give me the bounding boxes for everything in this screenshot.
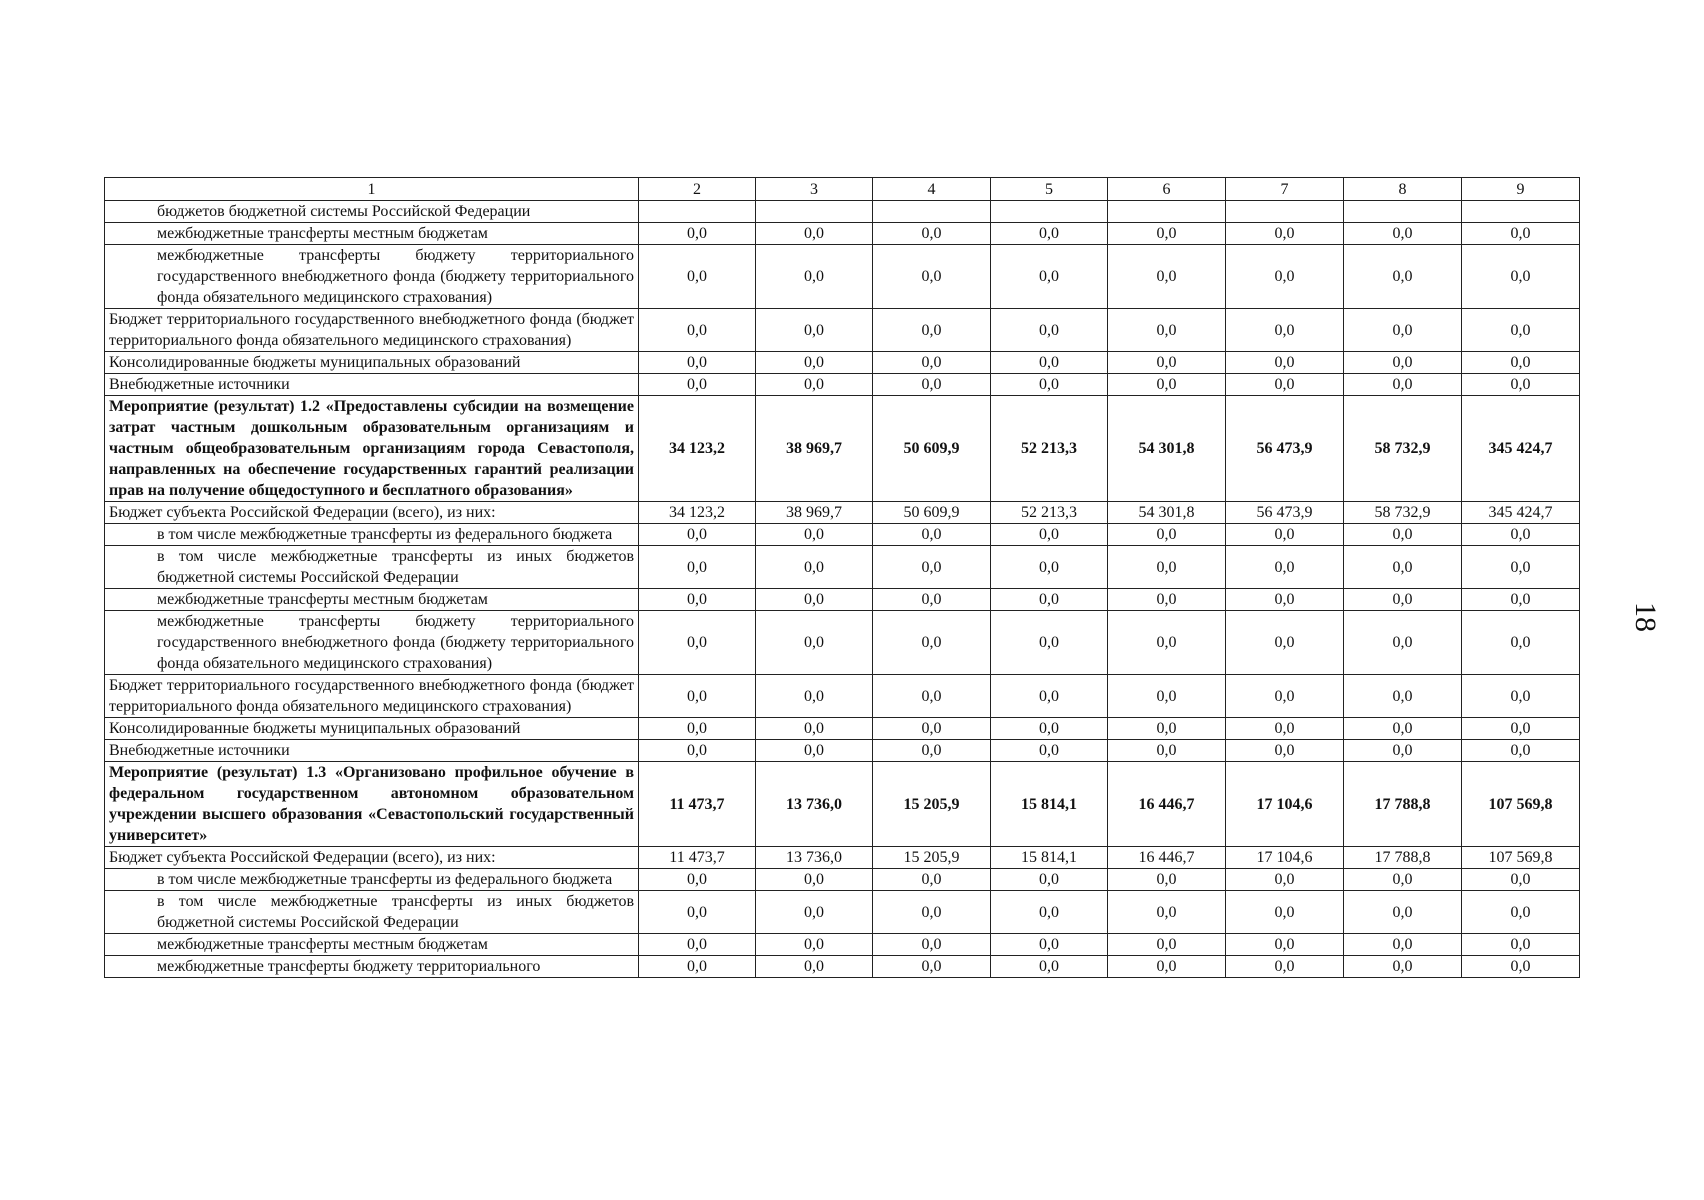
row-label: межбюджетные трансферты местным бюджетам: [105, 223, 639, 245]
value-cell: 0,0: [1226, 524, 1344, 546]
value-cell: 17 788,8: [1344, 762, 1462, 847]
value-cell: 0,0: [1108, 891, 1226, 934]
value-cell: 13 736,0: [756, 847, 873, 869]
table-row: [105, 589, 1580, 611]
value-cell: 0,0: [1108, 223, 1226, 245]
row-label: бюджетов бюджетной системы Российской Федерации: [105, 201, 639, 223]
value-cell: 0,0: [1226, 546, 1344, 589]
value-cell: 0,0: [639, 589, 756, 611]
value-cell: 0,0: [1344, 589, 1462, 611]
value-cell: 0,0: [1226, 740, 1344, 762]
value-cell: 17 104,6: [1226, 762, 1344, 847]
value-cell: 0,0: [639, 611, 756, 675]
header-cell: 4: [873, 178, 991, 201]
header-cell: 8: [1344, 178, 1462, 201]
table-row: [105, 611, 1580, 675]
value-cell: 0,0: [639, 352, 756, 374]
value-cell: 0,0: [1344, 524, 1462, 546]
value-cell: 0,0: [1226, 956, 1344, 978]
value-cell: 0,0: [756, 869, 873, 891]
value-cell: 0,0: [1344, 309, 1462, 352]
value-cell: 0,0: [873, 589, 991, 611]
value-cell: 0,0: [991, 934, 1108, 956]
value-cell: 52 213,3: [991, 502, 1108, 524]
value-cell: 0,0: [1344, 223, 1462, 245]
value-cell: 0,0: [1108, 352, 1226, 374]
value-cell: 0,0: [1344, 891, 1462, 934]
value-cell: 345 424,7: [1462, 502, 1580, 524]
value-cell: 0,0: [1462, 589, 1580, 611]
value-cell: 0,0: [639, 869, 756, 891]
value-cell: 0,0: [1344, 675, 1462, 718]
value-cell: 0,0: [873, 546, 991, 589]
value-cell: 0,0: [1462, 718, 1580, 740]
value-cell: 0,0: [1462, 675, 1580, 718]
header-cell: 2: [639, 178, 756, 201]
value-cell: 0,0: [1226, 309, 1344, 352]
table-row: [105, 201, 1580, 223]
value-cell: 0,0: [756, 524, 873, 546]
value-cell: 0,0: [756, 223, 873, 245]
value-cell: 0,0: [756, 740, 873, 762]
value-cell: 0,0: [873, 956, 991, 978]
table-row: [105, 869, 1580, 891]
table-row: [105, 762, 1580, 847]
value-cell: 0,0: [1462, 611, 1580, 675]
table-row: [105, 223, 1580, 245]
value-cell: 0,0: [1108, 611, 1226, 675]
value-cell: 0,0: [1226, 223, 1344, 245]
value-cell: 0,0: [639, 309, 756, 352]
value-cell: [991, 201, 1108, 223]
value-cell: 58 732,9: [1344, 502, 1462, 524]
value-cell: 15 205,9: [873, 762, 991, 847]
table-row: [105, 675, 1580, 718]
value-cell: 0,0: [1462, 934, 1580, 956]
header-cell: 3: [756, 178, 873, 201]
value-cell: 0,0: [1108, 546, 1226, 589]
value-cell: 16 446,7: [1108, 847, 1226, 869]
row-label: в том числе межбюджетные трансферты из федерального бюджета: [105, 524, 639, 546]
row-label: Бюджет субъекта Российской Федерации (всего), из них:: [105, 502, 639, 524]
value-cell: 0,0: [756, 374, 873, 396]
value-cell: 0,0: [873, 934, 991, 956]
row-label: межбюджетные трансферты местным бюджетам: [105, 934, 639, 956]
value-cell: 0,0: [873, 869, 991, 891]
value-cell: 56 473,9: [1226, 396, 1344, 502]
header-row: [105, 178, 1580, 201]
value-cell: 0,0: [991, 956, 1108, 978]
value-cell: 0,0: [756, 718, 873, 740]
value-cell: 11 473,7: [639, 847, 756, 869]
value-cell: 38 969,7: [756, 396, 873, 502]
value-cell: 0,0: [991, 589, 1108, 611]
value-cell: 0,0: [1226, 675, 1344, 718]
value-cell: 0,0: [1226, 718, 1344, 740]
value-cell: 0,0: [1462, 956, 1580, 978]
value-cell: 0,0: [1344, 611, 1462, 675]
value-cell: 0,0: [756, 611, 873, 675]
value-cell: 0,0: [991, 611, 1108, 675]
table-row: [105, 740, 1580, 762]
table-row: [105, 847, 1580, 869]
value-cell: 56 473,9: [1226, 502, 1344, 524]
value-cell: 0,0: [1462, 223, 1580, 245]
value-cell: 0,0: [756, 546, 873, 589]
row-label: в том числе межбюджетные трансферты из иных бюджетов бюджетной системы Российской Федерации: [105, 891, 639, 934]
value-cell: 0,0: [1226, 589, 1344, 611]
value-cell: 0,0: [639, 374, 756, 396]
table-row: [105, 374, 1580, 396]
value-cell: 0,0: [873, 245, 991, 309]
value-cell: 0,0: [873, 352, 991, 374]
row-label: межбюджетные трансферты местным бюджетам: [105, 589, 639, 611]
row-label: Бюджет территориального государственного внебюджетного фонда (бюджет территориального фонда обязательного медицинского страхования): [105, 675, 639, 718]
value-cell: 0,0: [1344, 956, 1462, 978]
value-cell: 0,0: [991, 740, 1108, 762]
value-cell: 0,0: [1108, 245, 1226, 309]
value-cell: 38 969,7: [756, 502, 873, 524]
value-cell: 0,0: [873, 740, 991, 762]
value-cell: 0,0: [873, 223, 991, 245]
value-cell: 0,0: [1226, 374, 1344, 396]
value-cell: 0,0: [991, 374, 1108, 396]
value-cell: 0,0: [1108, 740, 1226, 762]
value-cell: 0,0: [756, 309, 873, 352]
table-row: [105, 934, 1580, 956]
budget-table: [104, 177, 1580, 978]
value-cell: 0,0: [639, 718, 756, 740]
table-row: [105, 956, 1580, 978]
value-cell: 0,0: [756, 589, 873, 611]
row-label: Консолидированные бюджеты муниципальных образований: [105, 352, 639, 374]
value-cell: 0,0: [756, 891, 873, 934]
table-row: [105, 396, 1580, 502]
value-cell: 0,0: [756, 675, 873, 718]
value-cell: 0,0: [1462, 869, 1580, 891]
value-cell: [1226, 201, 1344, 223]
value-cell: 0,0: [1108, 374, 1226, 396]
value-cell: 15 205,9: [873, 847, 991, 869]
value-cell: 0,0: [1462, 546, 1580, 589]
value-cell: 0,0: [1226, 869, 1344, 891]
value-cell: 15 814,1: [991, 847, 1108, 869]
value-cell: 52 213,3: [991, 396, 1108, 502]
value-cell: 0,0: [639, 245, 756, 309]
value-cell: [639, 201, 756, 223]
value-cell: 0,0: [1108, 524, 1226, 546]
header-cell: 5: [991, 178, 1108, 201]
value-cell: 0,0: [991, 309, 1108, 352]
value-cell: 34 123,2: [639, 502, 756, 524]
value-cell: 345 424,7: [1462, 396, 1580, 502]
value-cell: 34 123,2: [639, 396, 756, 502]
table-row: [105, 245, 1580, 309]
value-cell: 0,0: [756, 352, 873, 374]
row-label: Внебюджетные источники: [105, 374, 639, 396]
page-number: 18: [1629, 602, 1662, 632]
table-row: [105, 718, 1580, 740]
value-cell: 0,0: [991, 352, 1108, 374]
value-cell: 0,0: [639, 934, 756, 956]
row-label: Мероприятие (результат) 1.3 «Организовано профильное обучение в федеральном государственном автономном образовательном учреждении высшего образования «Севастопольский государственный университет»: [105, 762, 639, 847]
value-cell: 17 104,6: [1226, 847, 1344, 869]
value-cell: 0,0: [756, 956, 873, 978]
value-cell: 0,0: [873, 611, 991, 675]
value-cell: 13 736,0: [756, 762, 873, 847]
value-cell: 0,0: [1462, 245, 1580, 309]
value-cell: 0,0: [1462, 740, 1580, 762]
table-row: [105, 546, 1580, 589]
value-cell: 0,0: [1226, 934, 1344, 956]
value-cell: 15 814,1: [991, 762, 1108, 847]
header-cell: 9: [1462, 178, 1580, 201]
value-cell: 0,0: [1108, 934, 1226, 956]
row-label: в том числе межбюджетные трансферты из иных бюджетов бюджетной системы Российской Федерации: [105, 546, 639, 589]
value-cell: 0,0: [1344, 546, 1462, 589]
value-cell: 0,0: [639, 546, 756, 589]
value-cell: 0,0: [1462, 352, 1580, 374]
table-row: [105, 891, 1580, 934]
value-cell: 0,0: [1344, 718, 1462, 740]
value-cell: [1344, 201, 1462, 223]
value-cell: 0,0: [991, 675, 1108, 718]
value-cell: 0,0: [1462, 891, 1580, 934]
value-cell: 0,0: [1226, 611, 1344, 675]
value-cell: 54 301,8: [1108, 502, 1226, 524]
value-cell: 0,0: [873, 524, 991, 546]
value-cell: 0,0: [639, 223, 756, 245]
value-cell: 0,0: [639, 740, 756, 762]
value-cell: 0,0: [991, 223, 1108, 245]
value-cell: 107 569,8: [1462, 847, 1580, 869]
value-cell: 0,0: [756, 245, 873, 309]
table-body: [105, 178, 1580, 978]
header-cell: 6: [1108, 178, 1226, 201]
value-cell: 0,0: [991, 546, 1108, 589]
row-label: Внебюджетные источники: [105, 740, 639, 762]
value-cell: 0,0: [1462, 309, 1580, 352]
value-cell: 16 446,7: [1108, 762, 1226, 847]
row-label: межбюджетные трансферты бюджету территориального государственного внебюджетного фонда (бюджету территориального фонда обязательного медицинского страхования): [105, 611, 639, 675]
value-cell: [756, 201, 873, 223]
value-cell: 0,0: [1108, 718, 1226, 740]
value-cell: [873, 201, 991, 223]
value-cell: 0,0: [1344, 374, 1462, 396]
value-cell: 0,0: [991, 718, 1108, 740]
value-cell: 0,0: [873, 675, 991, 718]
value-cell: 0,0: [991, 245, 1108, 309]
table-row: [105, 502, 1580, 524]
value-cell: 0,0: [1462, 374, 1580, 396]
value-cell: 0,0: [1344, 245, 1462, 309]
row-label: межбюджетные трансферты бюджету территориального: [105, 956, 639, 978]
value-cell: 0,0: [1344, 934, 1462, 956]
row-label: Бюджет субъекта Российской Федерации (всего), из них:: [105, 847, 639, 869]
row-label: Мероприятие (результат) 1.2 «Предоставлены субсидии на возмещение затрат частным дошкольным образовательным организациям и частным общеобразовательным организациям города Севастополя, направленных на обеспечение государственных гарантий реализации прав на получение общедоступного и бесплатного образования»: [105, 396, 639, 502]
row-label: межбюджетные трансферты бюджету территориального государственного внебюджетного фонда (бюджету территориального фонда обязательного медицинского страхования): [105, 245, 639, 309]
value-cell: 0,0: [873, 718, 991, 740]
value-cell: 0,0: [1226, 245, 1344, 309]
table-row: [105, 524, 1580, 546]
header-cell: 1: [105, 178, 639, 201]
value-cell: 0,0: [1108, 589, 1226, 611]
value-cell: 0,0: [991, 869, 1108, 891]
value-cell: 0,0: [1108, 309, 1226, 352]
value-cell: 17 788,8: [1344, 847, 1462, 869]
value-cell: 0,0: [1226, 891, 1344, 934]
row-label: Консолидированные бюджеты муниципальных образований: [105, 718, 639, 740]
value-cell: 107 569,8: [1462, 762, 1580, 847]
table-row: [105, 352, 1580, 374]
value-cell: 50 609,9: [873, 502, 991, 524]
value-cell: 0,0: [1108, 675, 1226, 718]
header-cell: 7: [1226, 178, 1344, 201]
value-cell: 0,0: [1344, 869, 1462, 891]
value-cell: 0,0: [639, 891, 756, 934]
table-row: [105, 309, 1580, 352]
row-label: Бюджет территориального государственного внебюджетного фонда (бюджет территориального фонда обязательного медицинского страхования): [105, 309, 639, 352]
value-cell: 0,0: [991, 524, 1108, 546]
row-label: в том числе межбюджетные трансферты из федерального бюджета: [105, 869, 639, 891]
value-cell: 0,0: [1344, 740, 1462, 762]
value-cell: 50 609,9: [873, 396, 991, 502]
value-cell: 0,0: [1344, 352, 1462, 374]
value-cell: 0,0: [873, 309, 991, 352]
value-cell: 58 732,9: [1344, 396, 1462, 502]
value-cell: 0,0: [991, 891, 1108, 934]
value-cell: 0,0: [639, 675, 756, 718]
value-cell: 0,0: [873, 374, 991, 396]
value-cell: 0,0: [1108, 956, 1226, 978]
value-cell: [1108, 201, 1226, 223]
value-cell: [1462, 201, 1580, 223]
value-cell: 0,0: [756, 934, 873, 956]
value-cell: 0,0: [639, 956, 756, 978]
value-cell: 0,0: [873, 891, 991, 934]
value-cell: 54 301,8: [1108, 396, 1226, 502]
value-cell: 11 473,7: [639, 762, 756, 847]
value-cell: 0,0: [1462, 524, 1580, 546]
value-cell: 0,0: [1226, 352, 1344, 374]
value-cell: 0,0: [639, 524, 756, 546]
value-cell: 0,0: [1108, 869, 1226, 891]
